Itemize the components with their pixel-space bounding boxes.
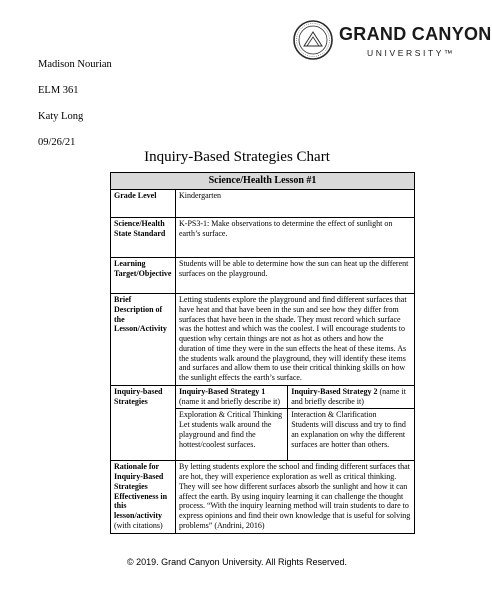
rationale-label-note: (with citations) (114, 520, 163, 530)
table-row (111, 258, 415, 294)
student-name: Madison Nourian (38, 59, 112, 70)
strategy1-content (176, 409, 288, 461)
table-row (111, 190, 415, 218)
university-logo (293, 20, 492, 66)
table-row (111, 385, 415, 409)
brand-subtitle: UNIVERSITY™ (367, 48, 456, 58)
strategy1-name: Exploration & Critical Thinking (179, 410, 283, 420)
course-code: ELM 361 (38, 85, 79, 96)
lesson-title: Science/Health Lesson #1 (111, 173, 415, 190)
description-label: Brief Description of the Lesson/Activity (111, 294, 176, 386)
brand-name: GRAND CANYON (339, 24, 492, 44)
strategy1-hint: (name it and briefly describe it) (179, 396, 281, 406)
strategy2-name: Interaction & Clarification (291, 410, 377, 420)
standard-label: Science/Health State Standard (111, 218, 176, 258)
table-row (111, 218, 415, 258)
rationale-value: By letting students explore the school and finding different surfaces that are hot, they will experience exploration as well as critical thinking. They will see how different surfaces absorb the sunlight and how it can affect the earth. By using inquiry learning it can challenge the thought process. “With the inquiry learning method will train students to dare to express opinions and find their own knowledge that is useful for solving problems” (Andrini, 2016) (176, 461, 415, 533)
university-seal-icon (293, 20, 333, 60)
student-header (38, 52, 112, 156)
grade-level-value: Kindergarten (176, 190, 415, 218)
objective-value: Students will be able to determine how the sun can heat up the different surfaces on the playground. (176, 258, 415, 294)
strategy1-description: Let students walk around the playground and find the hottest/coolest surfaces. (179, 420, 272, 449)
objective-label: Learning Target/Objective (111, 258, 176, 294)
description-value: Letting students explore the playground and find different surfaces that have heat and that have been in the sun and see how they differ from surfaces that have been in the shade. They must record which surface was the hottest and which was the coolest. I will encourage students to question why certain things are not as hot as others and how the duration of time they were in the sun effects the heat of these items. As the students walk around the playground, they will identify these items and surfaces and allow them to use their critical thinking skills on how the sunlight effects the earth’s surface. (176, 294, 415, 386)
strategy2-hint: (name it and briefly describe it) (291, 386, 406, 406)
strategies-table (110, 172, 415, 534)
standard-value: K-PS3-1: Make observations to determine the effect of sunlight on earth’s surface. (176, 218, 415, 258)
copyright-footer: © 2019. Grand Canyon University. All Rights Reserved. (126, 557, 348, 567)
instructor-name: Katy Long (38, 111, 84, 122)
strategy1-heading (176, 385, 288, 409)
strategy2-heading (288, 385, 415, 409)
page-title: Inquiry-Based Strategies Chart (144, 149, 330, 165)
table-row (111, 294, 415, 386)
strategy1-title: Inquiry-Based Strategy 1 (179, 386, 266, 396)
table-banner-row (111, 173, 415, 190)
table-row (111, 461, 415, 533)
submission-date: 09/26/21 (38, 137, 76, 148)
strategy2-title: Inquiry-Based Strategy 2 (291, 386, 378, 396)
strategy2-content (288, 409, 415, 461)
strategies-label: Inquiry-based Strategies (111, 385, 176, 461)
trademark-symbol: ™ (444, 48, 456, 58)
grade-level-label: Grade Level (111, 190, 176, 218)
rationale-label-cell (111, 461, 176, 533)
strategy2-description: Students will discuss and try to find an explanation on why the different surfaces are hotter than others. (291, 420, 406, 449)
rationale-label: Rationale for Inquiry-Based Strategies Effectiveness in this lesson/activity (114, 462, 168, 521)
